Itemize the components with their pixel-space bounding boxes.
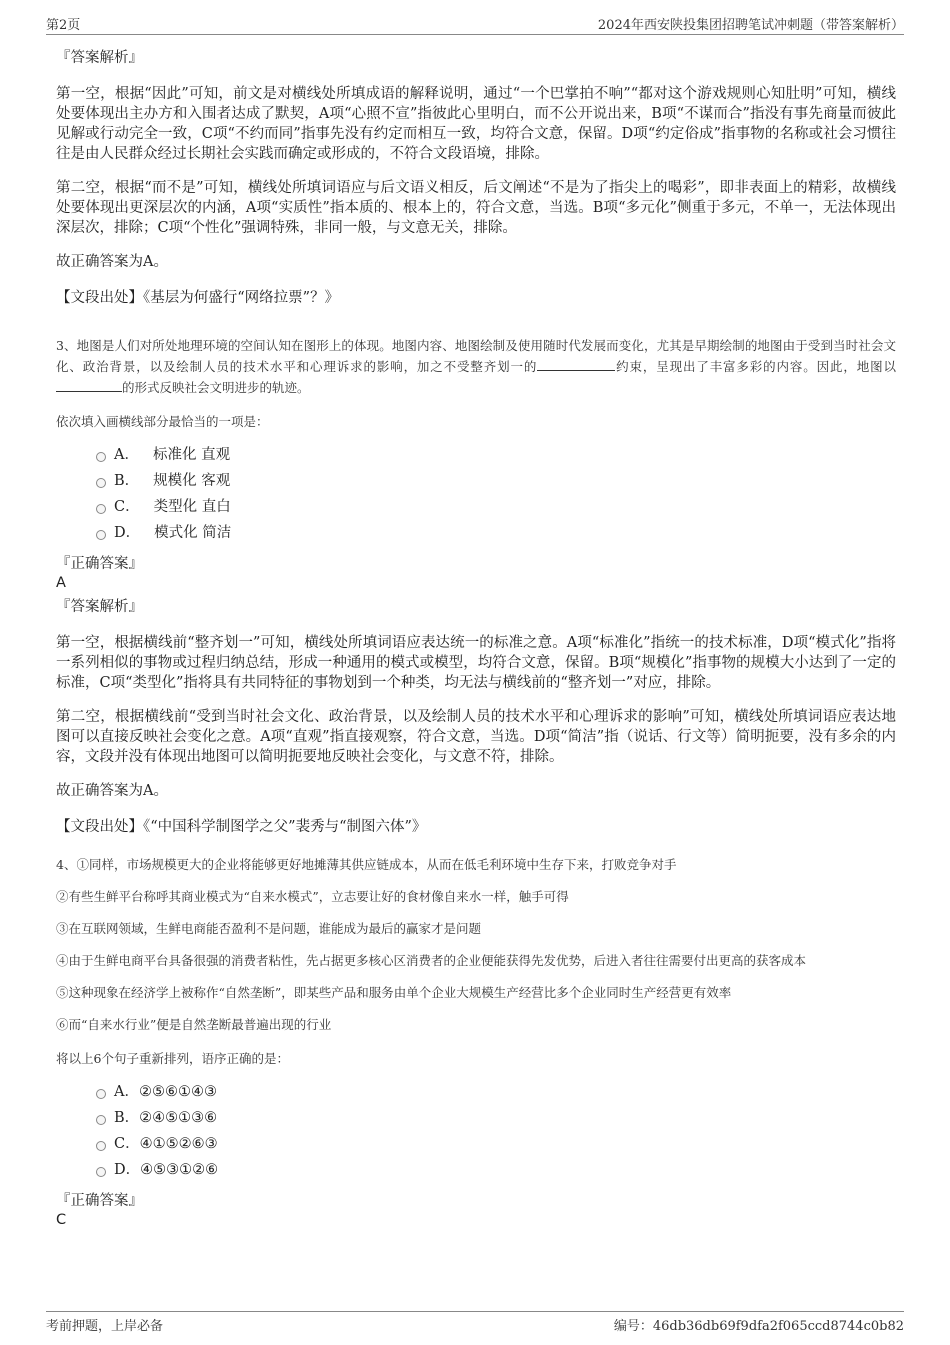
q2-source: 【文段出处】《基层为何盛行“网络拉票”？》 xyxy=(56,290,340,306)
option-label: C． xyxy=(114,1136,140,1152)
option-label: A． xyxy=(114,1084,139,1100)
document-title: 2024年西安陕投集团招聘笔试冲刺题（带答案解析） xyxy=(597,18,904,33)
q2-analysis-para1: 第一空，根据“因此”可知，前文是对横线处所填成语的解释说明，通过“一个巴掌拍不响”“都对这个游戏规则心知肚明”可知，横线处要体现出主办方和入围者达成了默契，A项“心照不宣”指彼此心里明白，而不公开说出来，B项“不谋而合”指没有事先商量而彼此见解或行动完全一致，C项“不约而同”指事先没有约定而相互一致，均符合文意，保留。D项“约定俗成”指事物的名称或社会习惯往往是由人民群众经过长期社会实践而确定或形成的，不符合文段语境，排除。 xyxy=(56,86,896,162)
q3-stem-part3: 的形式反映社会文明进步的轨迹。 xyxy=(122,380,310,395)
option-label: D． xyxy=(114,1162,141,1178)
q4-correct-answer: C xyxy=(56,1212,67,1228)
option-text: ④⑤③①②⑥ xyxy=(140,1162,219,1178)
q4-prompt: 将以上6个句子重新排列，语序正确的是： xyxy=(56,1051,289,1066)
q4-sentence-1: 4、①同样，市场规模更大的企业将能够更好地摊薄其供应链成本，从而在低毛利环境中生存下来，打败竞争对手 xyxy=(56,857,677,872)
radio-icon[interactable] xyxy=(96,504,106,514)
radio-icon[interactable] xyxy=(96,1167,106,1177)
option-label: D． xyxy=(114,525,141,541)
q3-option-d[interactable] xyxy=(96,520,896,546)
q3-analysis-para1: 第一空，根据横线前“整齐划一”可知，横线处所填词语应表达统一的标准之意。A项“标准化”指统一的技术标准，D项“模式化”指将一系列相似的事物或过程归纳总结，形成一种通用的模式或模型，均符合文意，保留。B项“规模化”指事物的规模大小达到了一定的标准，C项“类型化”指将具有共同特征的事物划到一个种类，均无法与横线前的“整齐划一”对应，排除。 xyxy=(56,635,896,691)
q2-conclusion: 故正确答案为A。 xyxy=(56,254,168,270)
radio-icon[interactable] xyxy=(96,1141,106,1151)
q4-correct-tag: 『正确答案』 xyxy=(56,1193,143,1209)
q3-analysis-para2: 第二空，根据横线前“受到当时社会文化、政治背景，以及绘制人员的技术水平和心理诉求的影响”可知，横线处所填词语应表达地图可以直接反映社会变化之意。A项“直观”指直接观察，符合文意，当选。D项“简洁”指（说话、行文等）简明扼要，没有多余的内容，文段并没有体现出地图可以简明扼要地反映社会变化，与文意不符，排除。 xyxy=(56,709,896,765)
q2-analysis-para2: 第二空，根据“而不是”可知，横线处所填词语应与后文语义相反，后文阐述“不是为了指尖上的喝彩”，即非表面上的精彩，故横线处要体现出更深层次的内涵，A项“实质性”指本质的、根本上的，符合文意，当选。B项“多元化”侧重于多元，不单一，无法体现出深层次，排除；C项“个性化”强调特殊，非同一般，与文意无关，排除。 xyxy=(56,180,896,236)
q3-stem xyxy=(56,336,896,398)
option-text: ②⑤⑥①④③ xyxy=(138,1084,217,1100)
option-text: 规模化 客观 xyxy=(153,473,231,489)
page-footer xyxy=(46,1311,904,1334)
option-text: 标准化 直观 xyxy=(152,447,231,463)
q3-stem-part2: 约束，呈现出了丰富多彩的内容。因此，地图以 xyxy=(615,359,896,374)
q3-conclusion: 故正确答案为A。 xyxy=(56,783,168,799)
q3-option-a[interactable] xyxy=(96,442,896,468)
page-content xyxy=(56,44,896,1230)
q4-sentence-6: ⑥而“自来水行业”便是自然垄断最普遍出现的行业 xyxy=(56,1017,332,1032)
q4-sentence-4: ④由于生鲜电商平台具备很强的消费者粘性，先占据更多核心区消费者的企业便能获得先发优势，后进入者往往需要付出更高的获客成本 xyxy=(56,953,807,968)
q3-option-c[interactable] xyxy=(96,494,896,520)
radio-icon[interactable] xyxy=(96,530,106,540)
q4-option-a[interactable] xyxy=(96,1079,896,1105)
option-label: B． xyxy=(114,473,140,489)
radio-icon[interactable] xyxy=(96,478,106,488)
q3-source: 【文段出处】《“中国科学制图学之父”裴秀与“制图六体”》 xyxy=(56,819,427,835)
option-label: A． xyxy=(114,447,139,463)
radio-icon[interactable] xyxy=(96,452,106,462)
option-text: 类型化 直白 xyxy=(153,499,231,515)
q3-blank-1 xyxy=(537,356,615,371)
q4-sentence-5: ⑤这种现象在经济学上被称作“自然垄断”，即某些产品和服务由单个企业大规模生产经营比多个企业同时生产经营更有效率 xyxy=(56,985,732,1000)
q3-options xyxy=(96,442,896,546)
option-text: ④①⑤②⑥③ xyxy=(139,1136,218,1152)
q4-sentence-3: ③在互联网领域，生鲜电商能否盈利不是问题，谁能成为最后的赢家才是问题 xyxy=(56,921,482,936)
q3-correct-tag: 『正确答案』 xyxy=(56,556,143,572)
q3-stem-part1: 3、地图是人们对所处地理环境的空间认知在图形上的体现。地图内容、地图绘制及使用随时代发展而变化，尤其是早期绘制的地图由于受到当时社会文化、政治背景，以及绘制人员的技术水平和心理诉求的影响，加之不受整齐划一的 xyxy=(56,338,896,374)
option-label: C． xyxy=(114,499,140,515)
q4-option-d[interactable] xyxy=(96,1157,896,1183)
q4-options xyxy=(96,1079,896,1183)
footer-slogan: 考前押题，上岸必备 xyxy=(46,1319,164,1334)
q3-blank-2 xyxy=(56,377,122,392)
q2-analysis-tag: 『答案解析』 xyxy=(56,50,143,66)
radio-icon[interactable] xyxy=(96,1115,106,1125)
q3-option-b[interactable] xyxy=(96,468,896,494)
q3-prompt: 依次填入画横线部分最恰当的一项是： xyxy=(56,414,269,429)
option-text: ②④⑤①③⑥ xyxy=(139,1110,218,1126)
q3-correct-answer: A xyxy=(56,575,66,591)
option-label: B． xyxy=(114,1110,140,1126)
page-header xyxy=(46,12,904,35)
q4-option-b[interactable] xyxy=(96,1105,896,1131)
q3-analysis-tag: 『答案解析』 xyxy=(56,599,143,615)
q4-option-c[interactable] xyxy=(96,1131,896,1157)
option-text: 模式化 简洁 xyxy=(154,525,232,541)
radio-icon[interactable] xyxy=(96,1089,106,1099)
document-id: 编号：46db36db69f9dfa2f065ccd8744c0b82 xyxy=(613,1319,904,1334)
q4-sentence-2: ②有些生鲜平台称呼其商业模式为“自来水模式”，立志要让好的食材像自来水一样，触手可得 xyxy=(56,889,569,904)
page-number: 第2页 xyxy=(46,18,81,33)
